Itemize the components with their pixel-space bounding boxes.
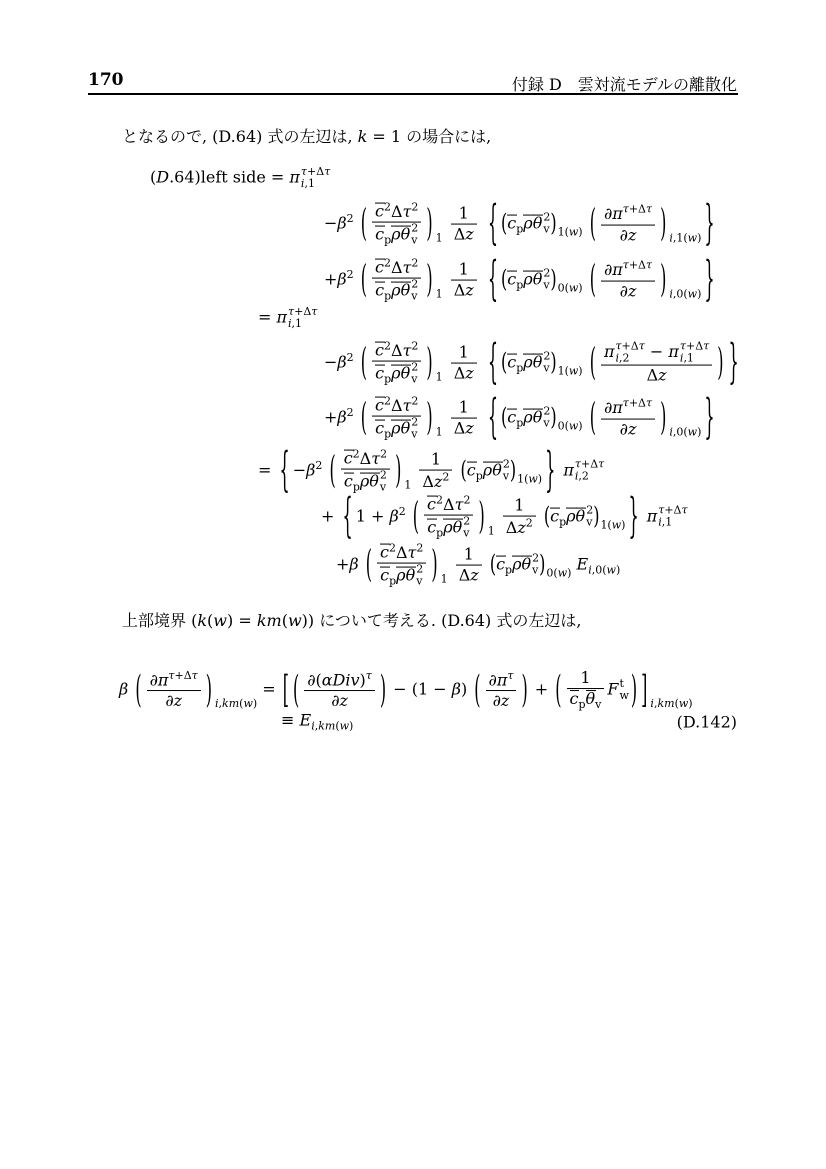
- equation-d64-line-4: = π τ+Δτ i,1: [258, 304, 318, 330]
- equation-label-d142: (D.142): [676, 712, 737, 732]
- equation-d64-line-2: $-\beta^2$ ( $c^2\Delta\tau^2$ $c_p\rho\theta$ 2 v ) $_1$ $\frac{1}{\Delta z}$ { ($c_p\rho\theta$ 2 v )$_{1(w)}$ ( $\frac{\partial\pi^{\tau+\Delta\tau}}{\partial z}$ ) $_{i,1(w)}$ }: [324, 194, 715, 251]
- equation-d64-line-3: $+\beta^2$ ( $c^2\Delta\tau^2$ $c_p\rho\theta$ 2 v ) $_1$ $\frac{1}{\Delta z}$ { ($c_p\rho\theta$ 2 v )$_{0(w)}$ ( $\frac{\partial\pi^{\tau+\Delta\tau}}{\partial z}$ ) $_{i,0(w)}$ }: [324, 250, 715, 307]
- equation-d64-line-1: (D.64)left side = π τ+Δτ i,1: [150, 164, 331, 190]
- paragraph-case-k1: となるので, (D.64) 式の左辺は, k = 1 の場合には,: [122, 127, 492, 146]
- header-rule: [88, 93, 738, 95]
- paragraph-upper-boundary: 上部境界 (k(w) = km(w)) について考える. (D.64) 式の左辺は,: [122, 611, 582, 630]
- equation-d64-line-5: $-\beta^2$ ( $c^2\Delta\tau^2$ $c_p\rho\theta$ 2 v ) $_1$ $\frac{1}{\Delta z}$ { ($c_p\rho\theta$ 2 v )$_{1(w)}$ ( π τ+Δτ i,2 − π τ+Δτ i,1 Δz ) }: [324, 333, 739, 390]
- page-number: 170: [88, 70, 124, 90]
- equation-d64-line-9: +β ( $c^2\Delta\tau^2$ $c_p\rho\theta$ 2 v ) $_1$ $\frac{1}{\Delta z}$ ($c_p\rho\theta$ 2 v )$_{0(w)}$ $E_{i,0(w)}$: [336, 541, 621, 588]
- header-title: 付録 D 雲対流モデルの離散化: [511, 75, 737, 94]
- equation-d142-line-1: β ( $\frac{\partial\pi^{\tau+\Delta\tau}}{\partial z}$ ) $_{i,km(w)}$ = [ ( $\frac{\partial(\alpha Div)^\tau}{\partial z}$ ) − (1 − β) ( $\frac{\partial\pi^\tau}{\partial z}$ ) + ( $\frac{1}{c_p\theta_v}$ F t w ) ] $_{i,km(w)}$: [119, 666, 693, 712]
- equation-d64-line-6: $+\beta^2$ ( $c^2\Delta\tau^2$ $c_p\rho\theta$ 2 v ) $_1$ $\frac{1}{\Delta z}$ { ($c_p\rho\theta$ 2 v )$_{0(w)}$ ( $\frac{\partial\pi^{\tau+\Delta\tau}}{\partial z}$ ) $_{i,0(w)}$ }: [324, 388, 715, 445]
- equation-d64-line-8: + { $1 + \beta^2$ ( $c^2\Delta\tau^2$ $c_p\rho\theta$ 2 v ) $_1$ $\frac{1}{\Delta z^2}$ ($c_p\rho\theta$ 2 v )$_{1(w)}$ } π τ+Δτ i,1: [321, 487, 688, 544]
- equation-d64-line-7: = { $-\beta^2$ ( $c^2\Delta\tau^2$ $c_p\rho\theta$ 2 v ) $_1$ $\frac{1}{\Delta z^2}$ ($c_p\rho\theta$ 2 v )$_{1(w)}$ } π τ+Δτ i,2: [258, 441, 605, 498]
- equation-d142-line-2: ≡ $E_{i,km(w)}$: [281, 710, 354, 733]
